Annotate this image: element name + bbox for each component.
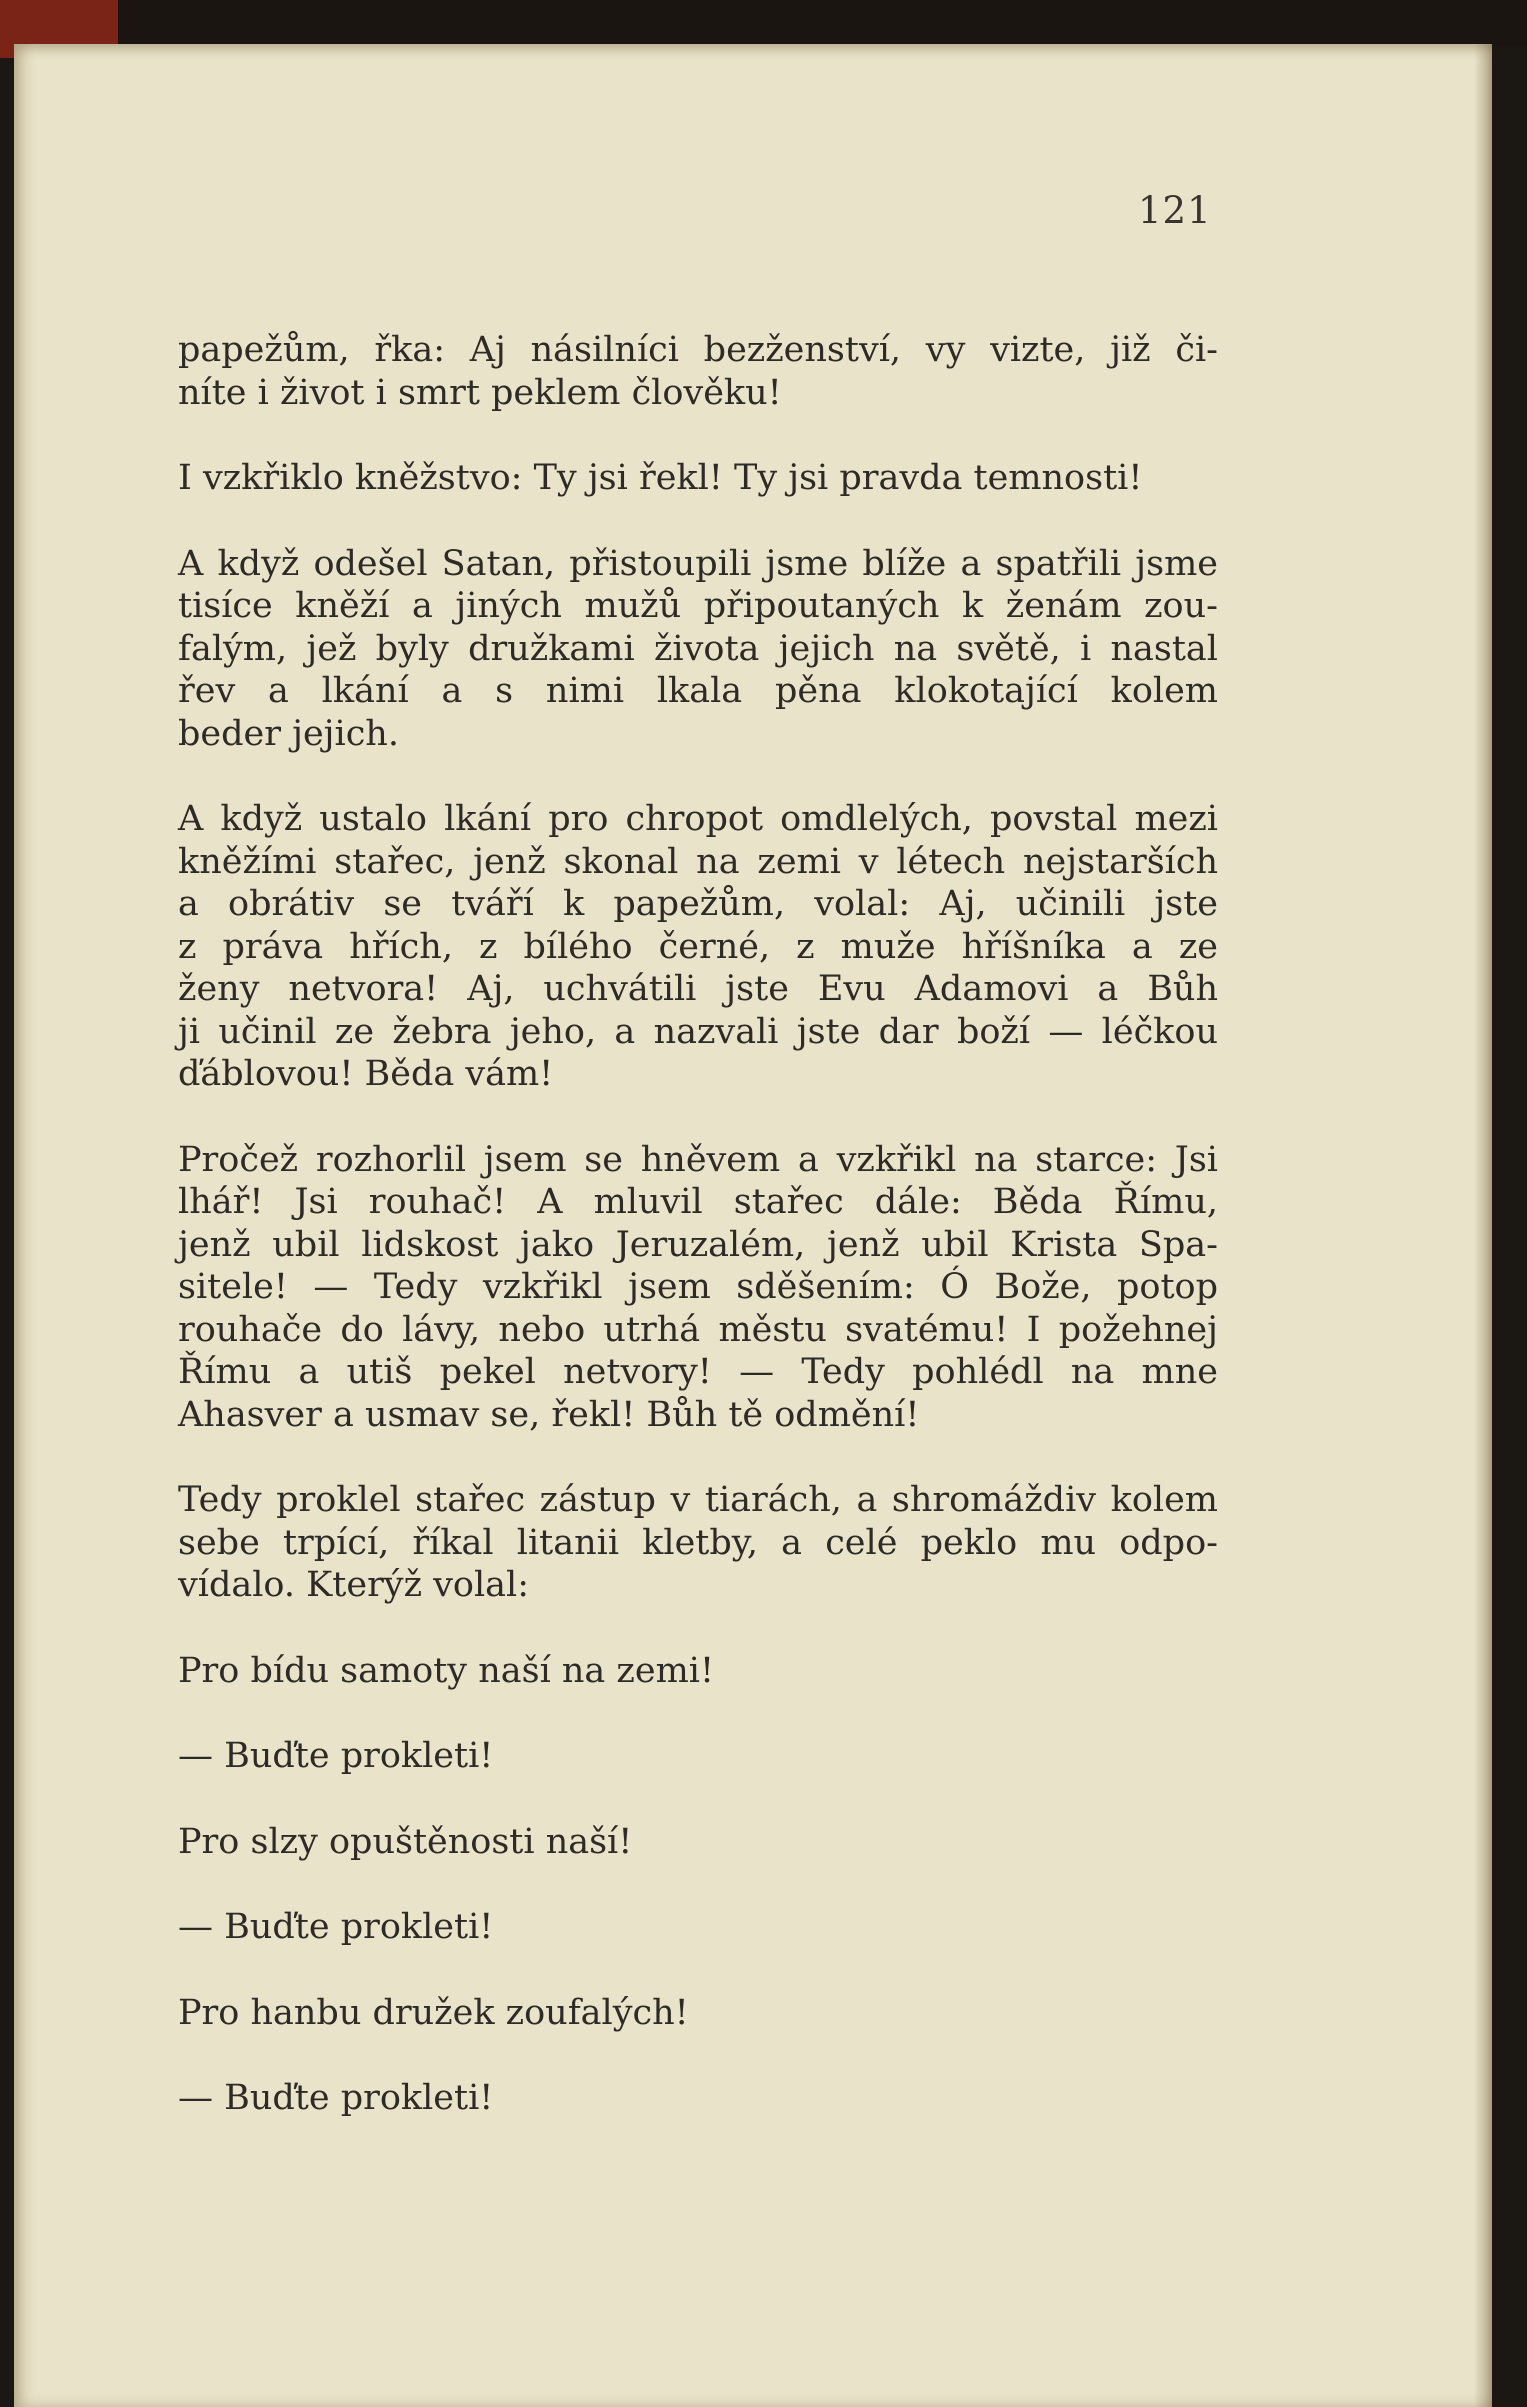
paragraph <box>178 543 1218 756</box>
text-line: papežům, řka: Aj násilníci bezženství, vy vizte, již či- <box>178 330 1218 370</box>
text-line: falým, jež byly družkami života jejich na světě, i nastal <box>178 628 1218 669</box>
text-line: tisíce kněží a jiných mužů připoutaných k ženám zou- <box>178 586 1218 626</box>
page-body <box>178 329 1218 2163</box>
book-page <box>14 44 1492 2407</box>
text-line: jenž ubil lidskost jako Jeruzalém, jenž ubil Krista Spa- <box>178 1224 1218 1265</box>
paragraph <box>178 329 1218 414</box>
litany-response: — Buďte prokleti! <box>178 1907 494 1947</box>
text-line: níte i život i smrt peklem člověku! <box>178 372 782 413</box>
text-line: rouhače do lávy, nebo utrhá městu svatému! I požehnej <box>178 1309 1218 1350</box>
text-line: vídalo. Kterýž volal: <box>178 1565 530 1605</box>
text-line: ji učinil ze žebra jeho, a nazvali jste dar boží — léčkou <box>178 1011 1218 1052</box>
text-line: Ahasver a usmav se, řekl! Bůh tě odmění! <box>178 1394 920 1435</box>
text-line: sebe trpící, říkal litanii kletby, a celé peklo mu odpo- <box>178 1522 1218 1563</box>
scan-border-top <box>0 0 1527 46</box>
text-line: Pročež rozhorlil jsem se hněvem a vzkřikl na starce: Jsi <box>178 1139 1218 1180</box>
text-line: beder jejich. <box>178 713 399 754</box>
text-line: A když odešel Satan, přistoupili jsme blíže a spatřili jsme <box>178 543 1218 584</box>
litany-line: Pro hanbu družek zoufalých! <box>178 1992 689 2033</box>
text-line: Tedy proklel stařec zástup v tiarách, a shromáždiv kolem <box>178 1480 1218 1520</box>
litany-line: Pro bídu samoty naší na zemi! <box>178 1650 715 1691</box>
text-line: ženy netvora! Aj, uchvátili jste Evu Adamovi a Bůh <box>178 969 1218 1009</box>
text-line: A když ustalo lkání pro chropot omdlelých, povstal mezi <box>178 799 1218 839</box>
text-line: řev a lkání a s nimi lkala pěna klokotající kolem <box>178 671 1218 711</box>
text-line: lhář! Jsi rouhač! A mluvil stařec dále: Běda Římu, <box>178 1182 1218 1222</box>
litany-response: — Buďte prokleti! <box>178 2078 494 2118</box>
text-line: ďáblovou! Běda vám! <box>178 1054 554 1094</box>
paragraph <box>178 798 1218 1096</box>
text-line: z práva hřích, z bílého černé, z muže hříšníka a ze <box>178 926 1218 967</box>
text-line: a obrátiv se tváří k papežům, volal: Aj, učinili jste <box>178 884 1218 924</box>
litany-line: Pro slzy opuštěnosti naší! <box>178 1821 633 1862</box>
litany-response: — Buďte prokleti! <box>178 1736 494 1776</box>
text-line: sitele! — Tedy vzkřikl jsem sděšením: Ó Bože, potop <box>178 1267 1218 1307</box>
text-line: Římu a utiš pekel netvory! — Tedy pohlédl na mne <box>178 1352 1218 1392</box>
page-edge-shadow <box>1474 44 1492 2407</box>
page-number: 121 <box>1138 189 1212 232</box>
text-line: I vzkřiklo kněžstvo: Ty jsi řekl! Ty jsi pravda temnosti! <box>178 458 1143 498</box>
paragraph <box>178 1479 1218 1607</box>
paragraph <box>178 1139 1218 1437</box>
text-line: kněžími stařec, jenž skonal na zemi v létech nejstarších <box>178 841 1218 882</box>
paragraph <box>178 457 1218 500</box>
